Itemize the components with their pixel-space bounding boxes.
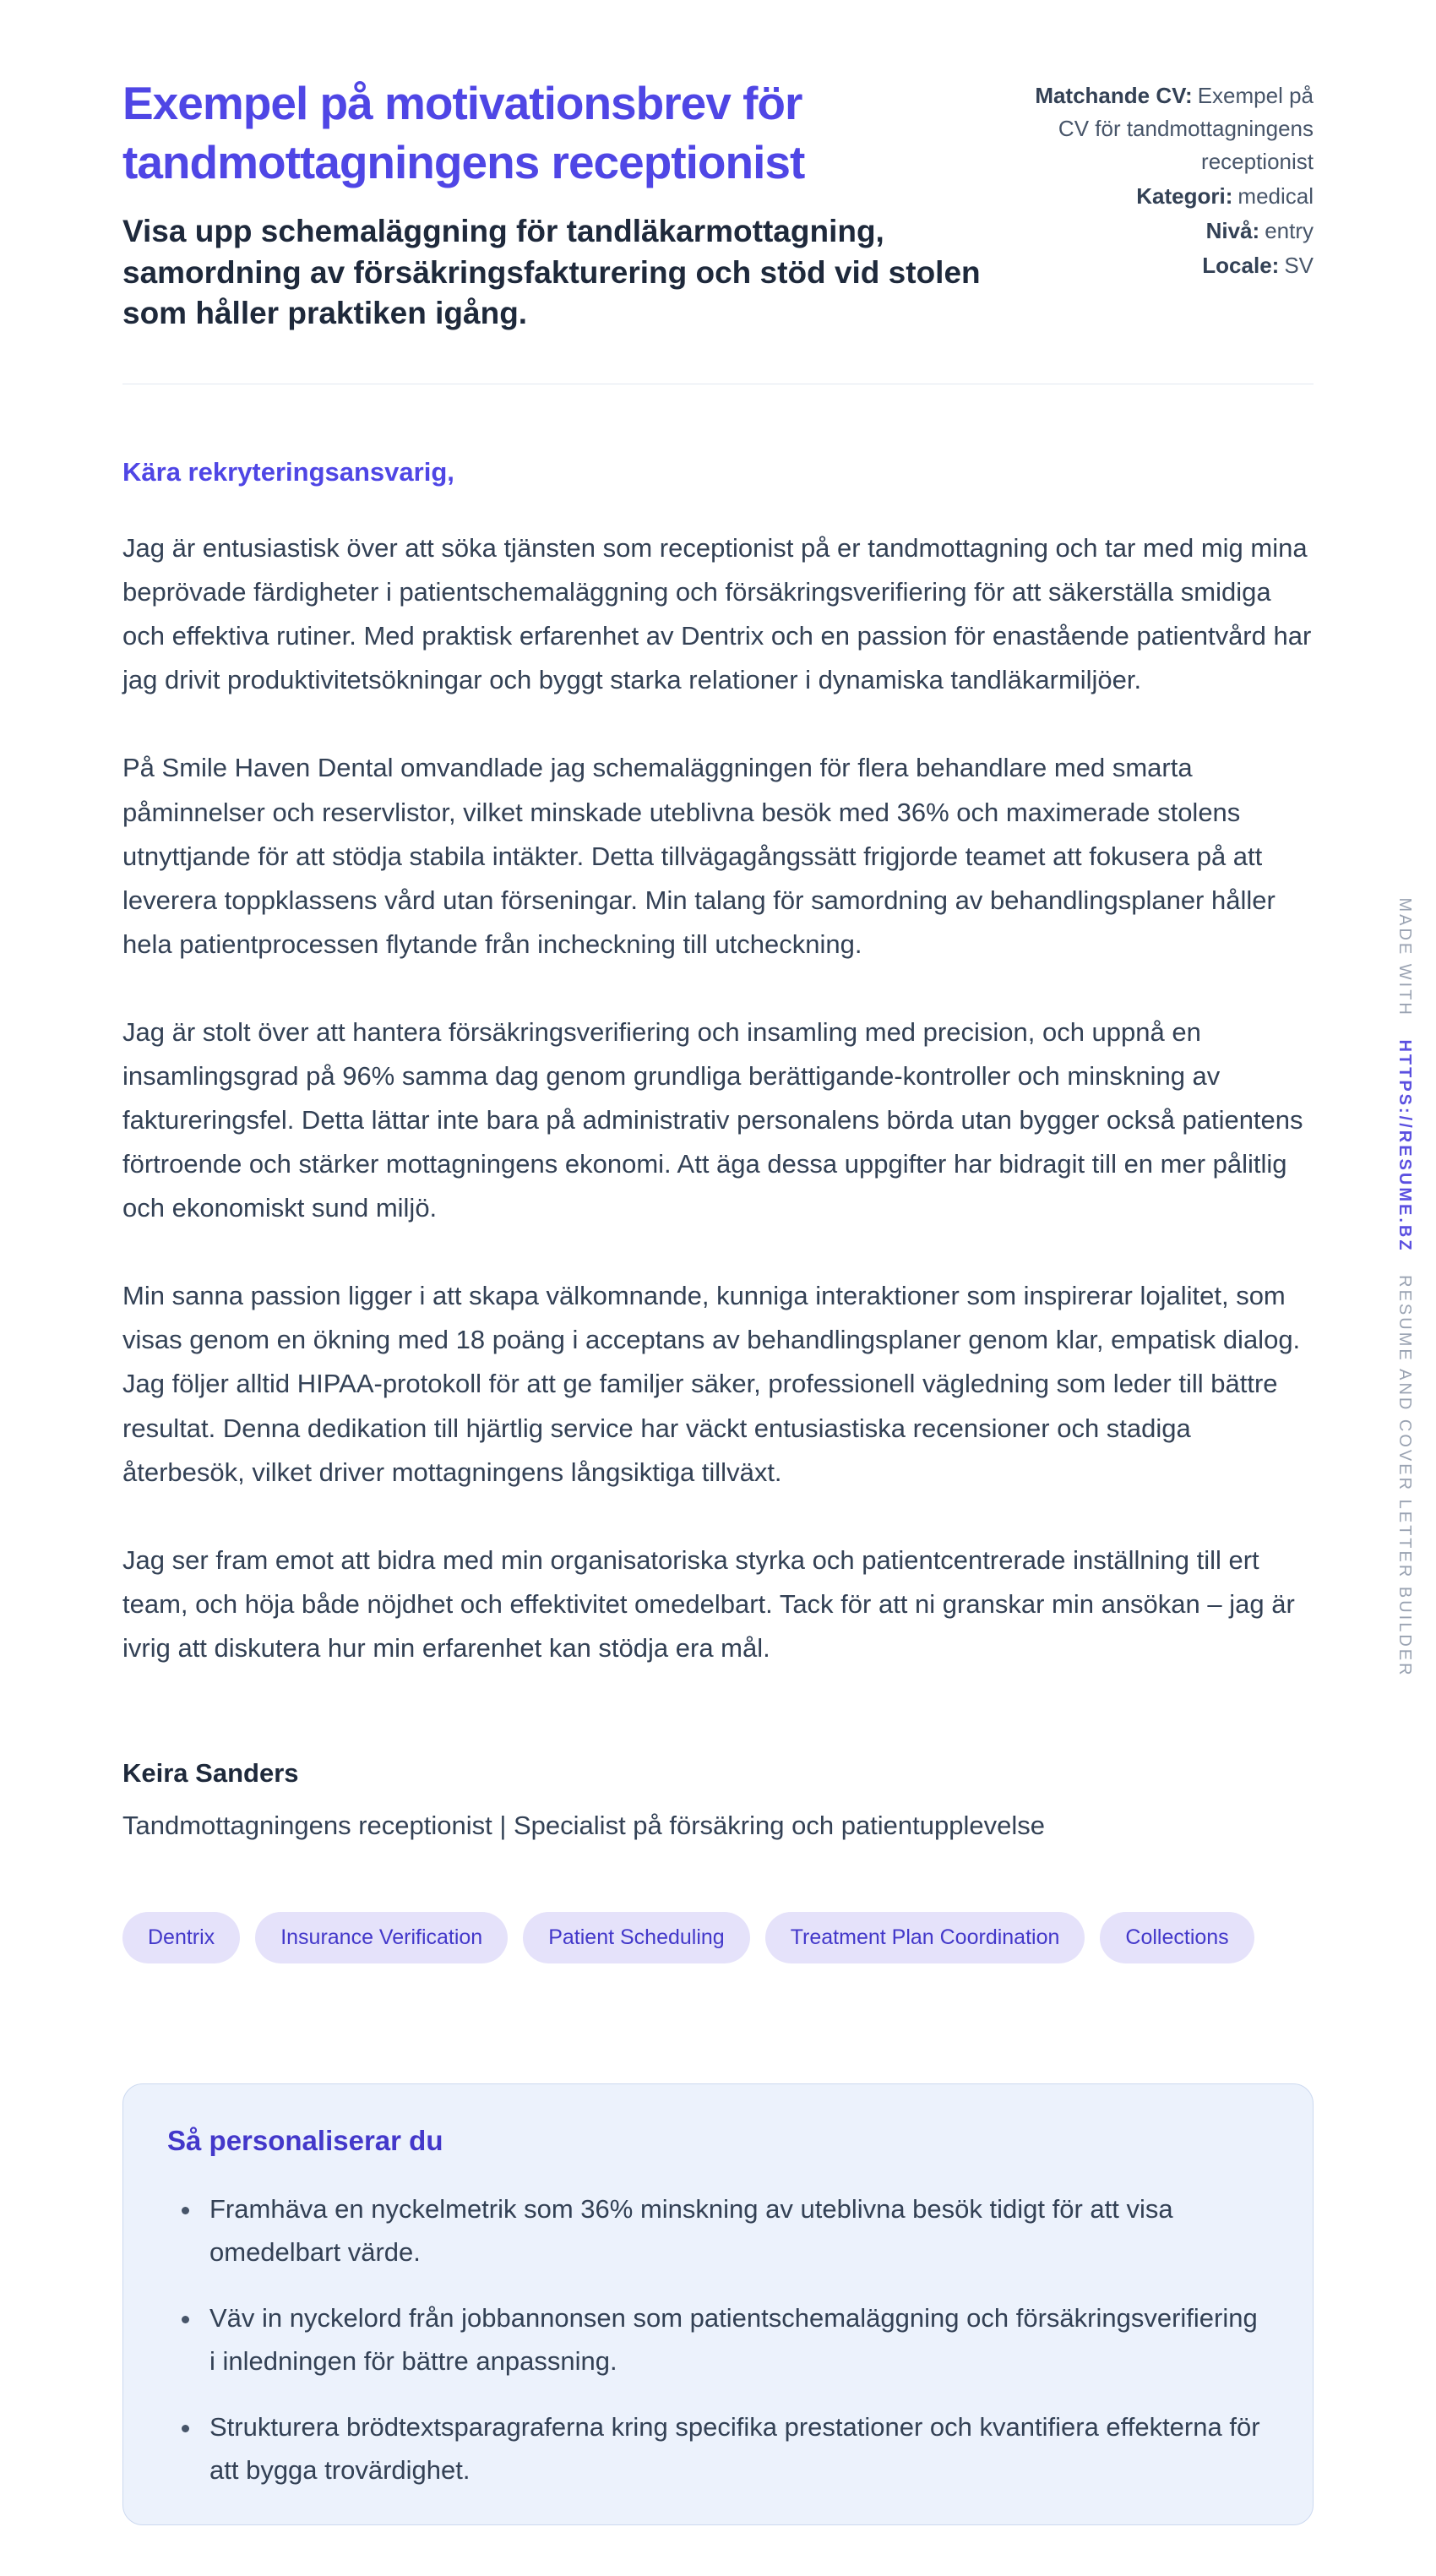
tips-list [167,2187,1269,2492]
meta-row-locale [1022,249,1314,282]
watermark-made-with-label: MADE WITH [1395,897,1414,1018]
signature-block [122,1758,1314,1841]
page-title: Exempel på motivationsbrev för tandmottagningens receptionist [122,77,805,188]
letter-paragraph: Jag är entusiastisk över att söka tjänsten som receptionist på er tandmottagning och tar med mig mina beprövade färdigheter i patientschemaläggning och försäkringsverifiering för att säkerställa smidiga och effektiva rutiner. Med praktisk erfarenhet av Dentrix och en passion för enastående patientvård har jag drivit produktivitetsökningar och byggt starka relationer i dynamiska tandläkarmiljöer. [122,533,1312,695]
meta-row-matching-cv [1022,79,1314,178]
skill-tag-treatment-plan-coordination: Treatment Plan Coordination [765,1912,1085,1963]
meta-label: Locale: [1202,253,1280,278]
letter-greeting: Kära rekryteringsansvarig, [122,457,454,487]
cover-letter-body [122,457,1314,1841]
signature-role: Tandmottagningens receptionist | Specialist på försäkring och patientupplevelse [122,1810,1045,1840]
meta-row-level [1022,215,1314,248]
letter-paragraph: Jag ser fram emot att bidra med min organisatoriska styrka och patientcentrerade inställning till ert team, och höja både nöjdhet och effektivitet omedelbart. Tack för att ni granskar min ansökan – jag är ivrig att diskutera hur min erfarenhet kan stödja era mål. [122,1544,1295,1663]
skill-tag-collections: Collections [1100,1912,1254,1963]
signature-name: Keira Sanders [122,1757,299,1788]
skill-tag-insurance-verification: Insurance Verification [255,1912,508,1963]
made-with-watermark [1395,898,1414,1678]
tips-item: • Väv in nyckelord från jobbannonsen som patientschemaläggning och försäkringsverifiering i inledningen för bättre anpassning. [203,2296,1269,2383]
meta-value: medical [1237,183,1314,209]
letter-paragraph: Jag är stolt över att hantera försäkringsverifiering och insamling med precision, och uppnå en insamlingsgrad på 96% samma dag genom grundliga berättigande-kontroller och minskning av faktureringsfel. Detta lättar inte bara på administrativ personalens börda utan bygger också patientens förtroende och stärker mottagningens ekonomi. Att äga dessa uppgifter har bidragit till en mer pålitlig och ekonomiskt sund miljö. [122,1016,1303,1223]
skill-tag-list [122,1912,1314,1963]
meta-row-category [1022,180,1314,213]
page-subtitle: Visa upp schemaläggning för tandläkarmottagning, samordning av försäkringsfakturering och stöd vid stolen som håller praktiken igång. [122,213,981,331]
tips-item: • Strukturera brödtextsparagraferna kring specifika prestationer och kvantifiera effekterna för att bygga trovärdighet. [203,2405,1269,2492]
header [122,74,1314,335]
header-left [122,74,982,335]
tips-item: • Framhäva en nyckelmetrik som 36% minskning av uteblivna besök tidigt för att visa omedelbart värde. [203,2187,1269,2274]
letter-paragraph: På Smile Haven Dental omvandlade jag schemaläggningen för flera behandlare med smarta påminnelser och reservlistor, vilket minskade uteblivna besök med 36% och maximerade stolens utnyttjande för att stödja stabila intäkter. Detta tillvägagångssätt frigjorde teamet att fokusera på att leverera toppklassens vård utan förseningar. Min talang för samordning av behandlingsplaner håller hela patientprocessen flytande från incheckning till utcheckning. [122,753,1276,959]
skill-tag-dentrix: Dentrix [122,1912,240,1963]
page-container [122,0,1314,2576]
meta-value: Exempel på CV för tandmottagningens receptionist [1058,83,1314,174]
skill-tag-patient-scheduling: Patient Scheduling [523,1912,749,1963]
meta-label: Kategori: [1136,183,1233,209]
tips-title: Så personaliserar du [167,2124,443,2156]
personalization-tips-box [122,2083,1314,2525]
watermark-tagline: RESUME AND COVER LETTER BUILDER [1395,1275,1414,1678]
meta-label: Nivå: [1205,218,1260,243]
meta-block [1022,74,1314,284]
meta-label: Matchande CV: [1035,83,1193,108]
letter-paragraph: Min sanna passion ligger i att skapa välkomnande, kunniga interaktioner som inspirerar lojalitet, som visas genom en ökning med 18 poäng i acceptans av behandlingsplaner genom klar, empatisk dialog. Jag följer alltid HIPAA-protokoll för att ge familjer säker, professionell vägledning som leder till bättre resultat. Denna dedikation till hjärtlig service har väckt entusiastiska recensioner och stadiga återbesök, vilket driver mottagningens långsiktiga tillväxt. [122,1281,1301,1487]
meta-value: entry [1265,218,1314,243]
watermark-resume-bz-link[interactable]: HTTPS://RESUME.BZ [1395,1039,1414,1253]
meta-value: SV [1284,253,1314,278]
